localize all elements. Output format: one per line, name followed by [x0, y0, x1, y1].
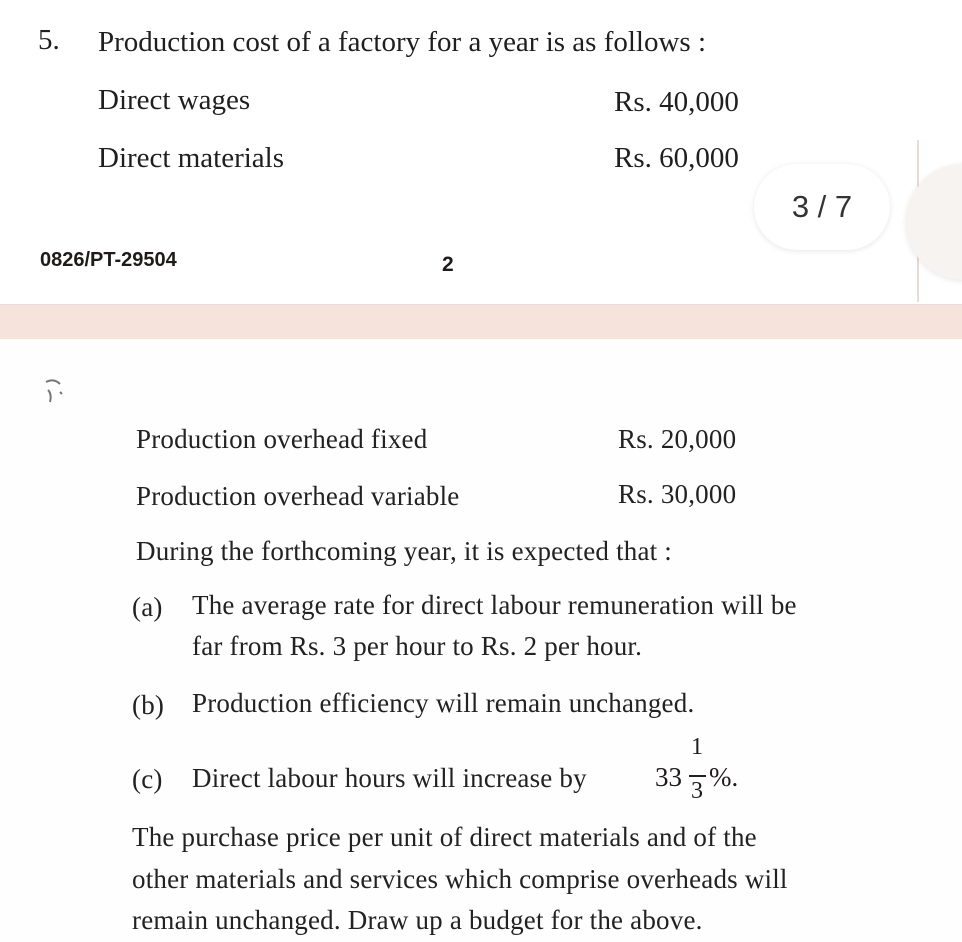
item-value-direct-materials: Rs. 60,000 — [614, 142, 739, 174]
item-label-overhead-variable: Production overhead variable — [136, 481, 460, 511]
intro-text: During the forthcoming year, it is expected that : — [136, 536, 673, 566]
item-marker-b: (b) — [132, 690, 165, 720]
item-label-overhead-fixed: Production overhead fixed — [136, 424, 428, 454]
item-c-text: Direct labour hours will increase by — [192, 763, 587, 793]
item-value-overhead-variable: Rs. 30,000 — [618, 479, 737, 509]
item-marker-a: (a) — [132, 592, 163, 622]
fraction-bar — [689, 775, 706, 777]
footer-code: 0826/PT-29504 — [40, 249, 177, 271]
item-a-line-2: far from Rs. 3 per hour to Rs. 2 per hour. — [192, 631, 643, 661]
fraction-33-one-third — [655, 734, 739, 814]
item-value-direct-wages: Rs. 40,000 — [614, 86, 739, 118]
closing-line-3: remain unchanged. Draw up a budget for the above. — [132, 905, 703, 935]
question-text: Production cost of a factory for a year is as follows : — [98, 26, 707, 58]
item-label-direct-wages: Direct wages — [98, 84, 251, 116]
item-marker-c: (c) — [132, 764, 163, 794]
footer-page-number: 2 — [442, 253, 454, 276]
item-b-text: Production efficiency will remain unchanged. — [192, 688, 695, 718]
question-number: 5. — [38, 24, 60, 56]
document-page-2 — [0, 0, 962, 305]
page-gap — [0, 305, 962, 339]
fraction-denominator: 3 — [691, 778, 703, 804]
item-value-overhead-fixed: Rs. 20,000 — [618, 424, 737, 454]
page-indicator-badge[interactable] — [754, 164, 890, 250]
closing-line-1: The purchase price per unit of direct materials and of the — [132, 822, 757, 852]
page-indicator-text: 3 / 7 — [791, 189, 853, 224]
fraction-whole: 33 — [655, 762, 682, 792]
fraction-numerator: 1 — [691, 734, 703, 760]
item-label-direct-materials: Direct materials — [98, 142, 284, 174]
pen-mark-icon — [40, 374, 70, 410]
item-a-line-1: The average rate for direct labour remuneration will be — [192, 590, 797, 620]
closing-line-2: other materials and services which comprise overheads will — [132, 864, 788, 894]
percent-suffix: %. — [709, 762, 739, 792]
